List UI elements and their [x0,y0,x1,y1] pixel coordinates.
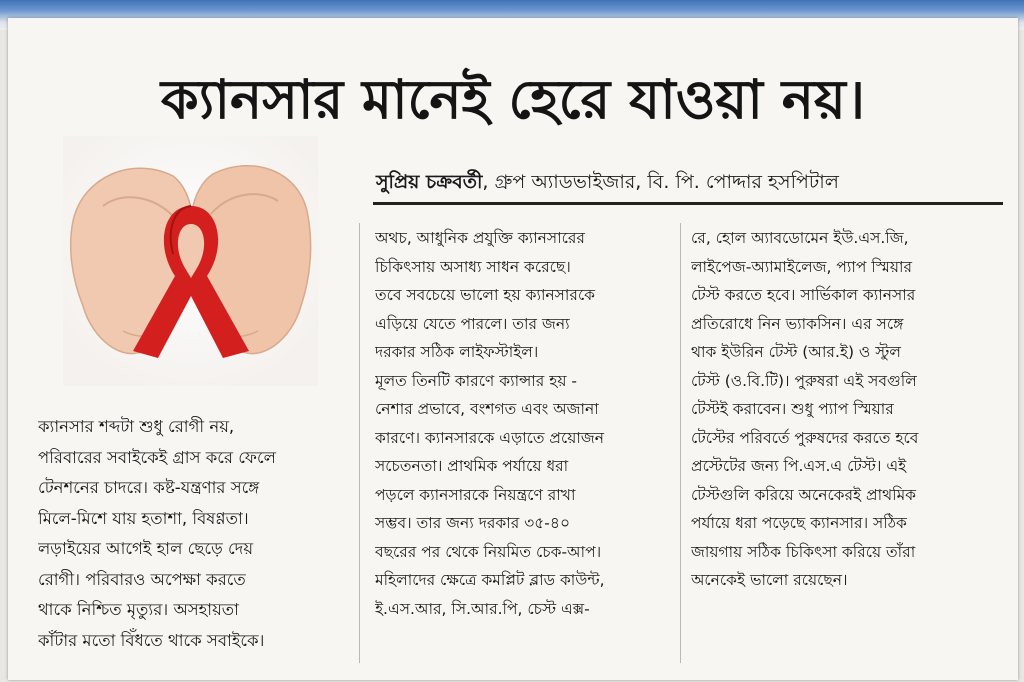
column-line: জায়গায় সঠিক চিকিৎসা করিয়ে তাঁরা [691,542,916,561]
byline-rule [373,202,1003,205]
column-line: টেস্টের পরিবর্তে পুরুষদের করতে হবে [691,428,919,447]
column-line: মিলে-মিশে যায় হতাশা, বিষণ্ণতা। [38,508,249,528]
article-column-3 [691,224,1003,595]
column-line: থাকে নিশ্চিত মৃত্যুর। অসহায়তা [38,600,239,619]
column-line: অথচ, আধুনিক প্রযুক্তি ক্যানসারের [375,229,585,247]
column-line: থাক ইউরিন টেস্ট (আর.ই) ও স্টুল [691,343,901,361]
column-line: অনেকেই ভালো রয়েছেন। [691,571,848,589]
column-line: পরিবারের সবাইকেই গ্রাস করে ফেলে [38,447,276,467]
column-line: নেশার প্রভাবে, বংশগত এবং অজানা [375,400,599,418]
column-line: কাঁটার মতো বিঁধতে থাকে সবাইকে। [38,630,265,650]
column-line: টেস্ট (ও.বি.টি)। পুরুষরা এই সবগুলি [691,371,917,390]
column-line: ই.এস.আর, সি.আর.পি, চেস্ট এক্স- [375,599,590,618]
red-ribbon-in-hands-icon [63,136,318,386]
column-line: ক্যানসার শব্দটা শুধু রোগী নয়, [38,417,235,436]
author-name: সুপ্রিয় চক্রবর্তী [376,171,483,193]
column-line: পর্যায়ে ধরা পড়েছে ক্যানসার। সঠিক [691,514,907,532]
column-line: সচেতনতা। প্রাথমিক পর্যায়ে ধরা [375,457,569,475]
column-line: লড়াইয়ের আগেই হাল ছেড়ে দেয় [38,539,254,558]
column-line: তবে সবচেয়ে ভালো হয় ক্যানসারকে [375,286,596,304]
column-line: এড়িয়ে যেতে পারলে। তার জন্য [375,314,570,333]
column-line: বছরের পর থেকে নিয়মিত চেক-আপ। [375,542,602,561]
column-line: সম্ভব। তার জন্য দরকার ৩৫-৪০ [375,514,571,532]
column-line: মূলত তিনটি কারণে ক্যান্সার হয় - [375,371,577,390]
column-line: প্রস্টেটের জন্য পি.এস.এ টেস্ট। এই [691,457,907,475]
column-line: টেস্ট করতে হবে। সার্ভিকাল ক্যানসার [691,286,916,304]
column-divider [680,223,681,663]
ribbon-photo [63,136,318,386]
article-column-2 [375,224,671,623]
headline: ক্যানসার মানেই হেরে যাওয়া নয়। [160,68,866,131]
newspaper-clipping [8,18,1018,680]
article-column-1 [38,412,350,656]
column-line: কারণে। ক্যানসারকে এড়াতে প্রয়োজন [375,428,604,447]
column-line: টেনশনের চাদরে। কষ্ট-যন্ত্রণার সঙ্গে [38,478,260,497]
column-line: প্রতিরোধে নিন ভ্যাকসিন। এর সঙ্গে [691,314,904,333]
column-line: চিকিৎসায় অসাধ্য সাধন করেছে। [375,257,571,276]
column-line: রোগী। পরিবারও অপেক্ষা করতে [38,569,246,589]
column-line: লাইপেজ-অ্যামাইলেজ, প্যাপ স্মিয়ার [691,257,912,276]
column-line: রে, হোল অ্যাবডোমেন ইউ.এস.জি, [691,229,909,247]
column-line: মহিলাদের ক্ষেত্রে কমপ্লিট ব্লাড কাউন্ট, [375,571,605,589]
column-divider [359,223,360,663]
column-line: দরকার সঠিক লাইফস্টাইল। [375,343,539,361]
byline [376,168,996,200]
column-line: পড়লে ক্যানসারকে নিয়ন্ত্রণে রাখা [375,485,576,504]
column-line: টেস্টগুলি করিয়ে অনেকেরই প্রাথমিক [691,485,917,504]
author-role: , গ্রুপ অ্যাডভাইজার, বি. পি. পোদ্দার হসপিটাল [482,171,839,193]
column-line: টেস্টই করাবেন। শুধু প্যাপ স্মিয়ার [691,400,894,418]
